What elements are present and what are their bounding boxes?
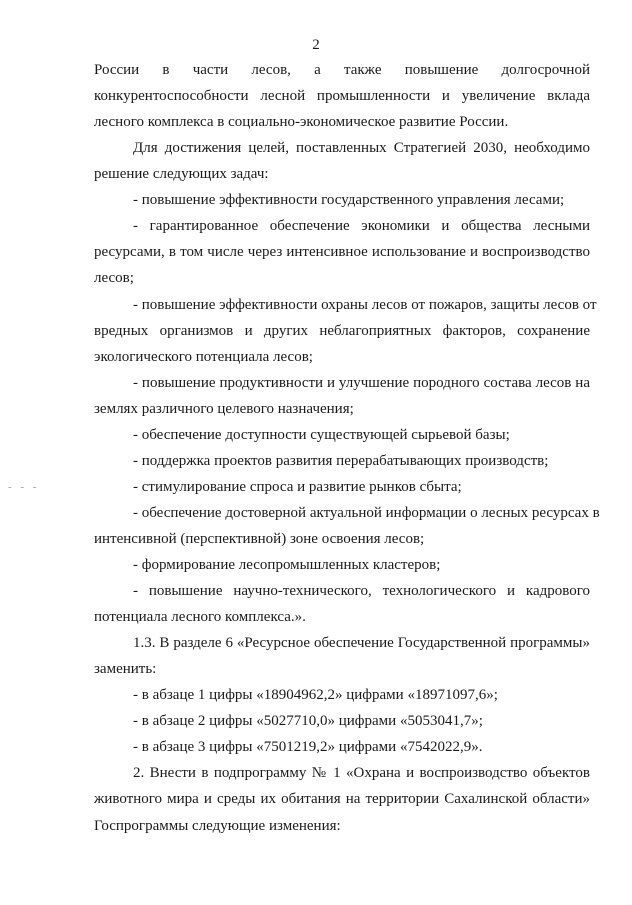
- text-line: ресурсами, в том числе через интенсивное использование и воспроизводство: [94, 244, 590, 261]
- text-line: 1.3. В разделе 6 «Ресурсное обеспечение Государственной программы»: [133, 635, 590, 652]
- text-line: - повышение продуктивности и улучшение породного состава лесов на: [133, 374, 590, 391]
- text-line: - гарантированное обеспечение экономики и общества лесными: [133, 218, 590, 235]
- margin-mark: - - -: [8, 481, 40, 493]
- text-line: экологического потенциала лесов;: [94, 348, 313, 365]
- text-line: - обеспечение достоверной актуальной информации о лесных ресурсах в: [133, 504, 600, 521]
- text-line: - в абзаце 1 цифры «18904962,2» цифрами «18971097,6»;: [133, 687, 498, 704]
- text-line: животного мира и среды их обитания на территории Сахалинской области»: [94, 791, 590, 808]
- text-line: - обеспечение доступности существующей сырьевой базы;: [133, 426, 510, 443]
- text-line: - в абзаце 2 цифры «5027710,0» цифрами «5053041,7»;: [133, 713, 483, 730]
- text-line: потенциала лесного комплекса.».: [94, 609, 306, 626]
- text-line: - поддержка проектов развития перерабатывающих производств;: [133, 452, 549, 469]
- text-line: - повышение научно-технического, технологического и кадрового: [133, 583, 590, 599]
- text-line: вредных организмов и других неблагоприятных факторов, сохранение: [94, 322, 590, 339]
- text-line: конкурентоспособности лесной промышленности и увеличение вклада: [94, 88, 590, 104]
- text-line: Госпрограммы следующие изменения:: [94, 817, 341, 834]
- text-line: - повышение эффективности государственного управления лесами;: [133, 192, 565, 209]
- text-line: заменить:: [94, 661, 157, 678]
- text-line: - повышение эффективности охраны лесов от пожаров, защиты лесов от: [133, 296, 597, 313]
- text-line: России в части лесов, а также повышение долгосрочной: [94, 62, 590, 78]
- text-line: землях различного целевого назначения;: [94, 400, 354, 417]
- page-number: 2: [312, 37, 320, 53]
- text-line: - в абзаце 3 цифры «7501219,2» цифрами «7542022,9».: [133, 739, 483, 756]
- text-line: - формирование лесопромышленных кластеров;: [133, 557, 441, 573]
- text-line: интенсивной (перспективной) зоне освоения лесов;: [94, 530, 425, 547]
- text-line: решение следующих задач:: [94, 166, 269, 183]
- text-line: - стимулирование спроса и развитие рынков сбыта;: [133, 478, 462, 495]
- text-line: Для достижения целей, поставленных Стратегией 2030, необходимо: [133, 140, 590, 157]
- text-line: лесов;: [94, 270, 134, 287]
- text-line: лесного комплекса в социально-экономическое развитие России.: [94, 114, 509, 131]
- text-line: 2. Внести в подпрограмму № 1 «Охрана и воспроизводство объектов: [133, 765, 590, 782]
